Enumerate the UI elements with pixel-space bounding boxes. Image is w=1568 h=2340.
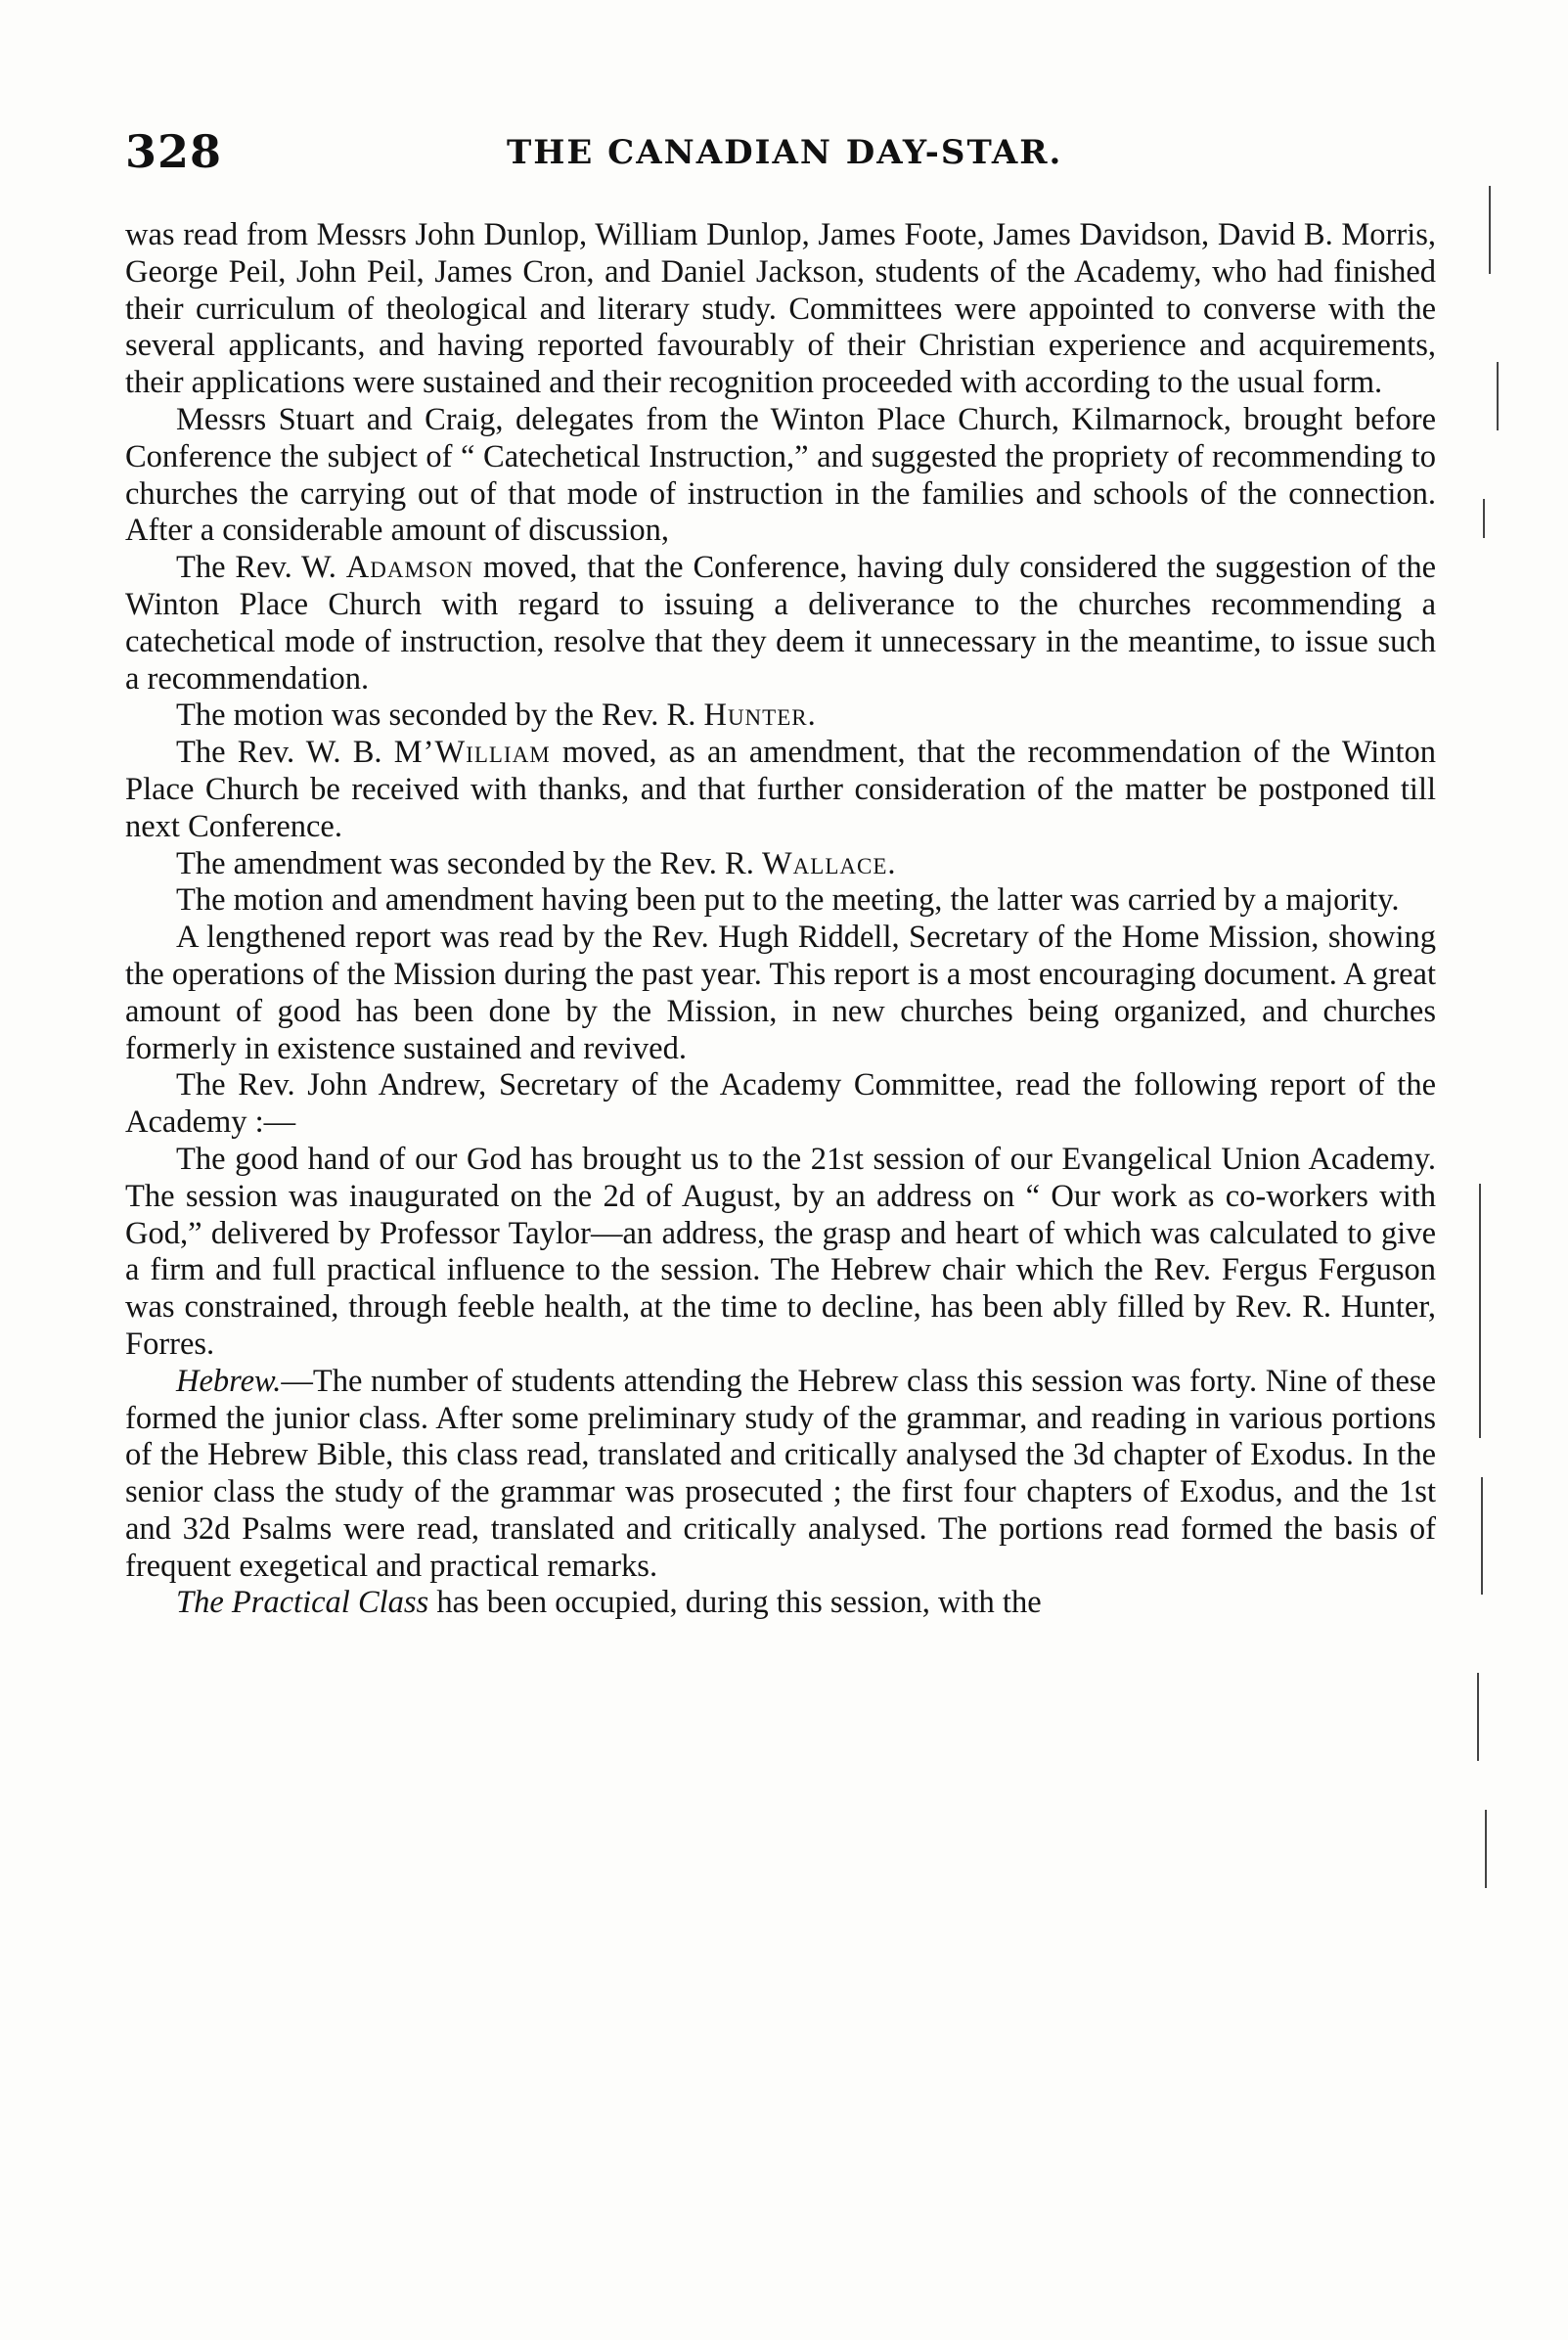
paragraph-motion-seconded bbox=[125, 698, 1436, 735]
page-number: 328 bbox=[125, 125, 223, 178]
paragraph-amendment-seconded bbox=[125, 846, 1436, 883]
motion-intro: The Rev. W. bbox=[176, 550, 336, 586]
seconded-text: The motion was seconded by the Rev. R. bbox=[176, 698, 696, 734]
scan-mark bbox=[1483, 499, 1485, 538]
paragraph-adamson-motion bbox=[125, 550, 1436, 698]
gutter-scan-marks bbox=[1469, 147, 1528, 2103]
scan-mark bbox=[1489, 186, 1491, 274]
paragraph-home-mission-report: A lengthened report was read by the Rev. Hugh Riddell, Secretary of the Home Mission, showing the operations of the Mission during the past year. This report is a most encouraging document. A great amount of good has been done by the Mission, in new churches being organized, and churches formerly in existence sustained and revived. bbox=[125, 920, 1436, 1066]
seconded-text: The amendment was seconded by the Rev. R. bbox=[176, 845, 754, 881]
scan-mark bbox=[1479, 1184, 1481, 1438]
speaker-name: Hunter. bbox=[703, 698, 817, 734]
amendment-text: moved, as an amendment, that the recommendation of the Winton Place Church be received with thanks, and that further consideration of the matter be postponed till next Conference. bbox=[125, 735, 1437, 844]
paragraph-mwilliam-amendment bbox=[125, 735, 1436, 845]
paragraph-vote-result: The motion and amendment having been put to the meeting, the latter was carried by a majority. bbox=[176, 882, 1400, 919]
scan-mark bbox=[1477, 1673, 1479, 1761]
paragraph-academy-report-intro: The Rev. John Andrew, Secretary of the Academy Committee, read the following report of the Academy :— bbox=[125, 1067, 1436, 1141]
paragraph-practical-class bbox=[125, 1585, 1436, 1622]
speaker-name: Wallace. bbox=[761, 845, 897, 881]
practical-class-text: has been occupied, during this session, with the bbox=[436, 1585, 1042, 1621]
speaker-name: Adamson bbox=[345, 550, 473, 586]
page-header bbox=[125, 125, 1436, 184]
scan-mark bbox=[1481, 1477, 1483, 1595]
section-heading-hebrew: Hebrew. bbox=[176, 1363, 282, 1399]
speaker-name: M’William bbox=[393, 735, 551, 771]
scan-mark bbox=[1497, 362, 1499, 430]
article-body bbox=[125, 217, 1436, 1622]
paragraph-hebrew-class bbox=[125, 1364, 1436, 1586]
scan-mark bbox=[1485, 1810, 1487, 1888]
section-heading-practical-class: The Practical Class bbox=[176, 1585, 429, 1621]
running-title: THE CANADIAN DAY-STAR. bbox=[507, 133, 1063, 172]
paragraph-academy-session: The good hand of our God has brought us to the 21st session of our Evangelical Union Academy. The session was inaugurated on the 2d of August, by an address on “ Our work as co-workers with God,” delivered by Professor Taylor—an address, the grasp and heart of which was calculated to give a firm and full practical influence to the session. The Hebrew chair which the Rev. Fergus Ferguson was constrained, through feeble health, at the time to decline, has been ably filled by Rev. R. Hunter, Forres. bbox=[125, 1141, 1436, 1362]
amendment-intro: The Rev. W. B. bbox=[176, 735, 382, 771]
motion-text: moved, that the Conference, having duly considered the suggestion of the Winton Place Church with regard to issuing a deliverance to the churches recommending a catechetical mode of instruction, resolve that they deem it unnecessary in the meantime, to issue such a recommendation. bbox=[125, 550, 1437, 697]
paragraph-students-application: was read from Messrs John Dunlop, William Dunlop, James Foote, James Davidson, David B. Morris, George Peil, John Peil, James Cron, and Daniel Jackson, students of the Academy, who had finished their curriculum of theological and literary study. Committees were appointed to converse with the several applicants, and having reported favourably of their Christian experience and acquirements, their applications were sustained and their recognition proceeded with according to the usual form. bbox=[125, 217, 1436, 401]
paragraph-catechetical-instruction: Messrs Stuart and Craig, delegates from the Winton Place Church, Kilmarnock, brought before Conference the subject of “ Catechetical Instruction,” and suggested the propriety of recommending to churches the carrying out of that mode of instruction in the families and schools of the connection. After a considerable amount of discussion, bbox=[125, 401, 1436, 549]
hebrew-class-text: —The number of students attending the Hebrew class this session was forty. Nine of these formed the junior class. After some preliminary study of the grammar, and reading in various portions of the Hebrew Bible, this class read, translated and critically analysed the 3d chapter of Exodus. In the senior class the study of the grammar was prosecuted ; the first four chapters of Exodus, and the 1st and 32d Psalms were read, translated and critically analysed. The portions read formed the basis of frequent exegetical and practical remarks. bbox=[125, 1363, 1436, 1584]
